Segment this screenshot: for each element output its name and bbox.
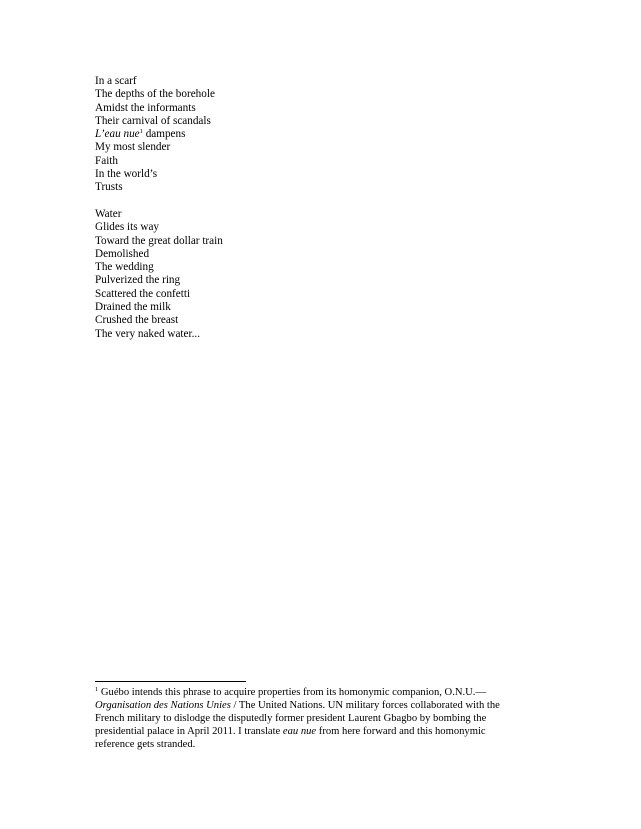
footnote-reference: 1 [139,128,143,136]
footnote [95,686,547,751]
poem-line: Pulverized the ring [95,274,181,287]
poem-line: My most slender [95,141,171,154]
poem-stanza-1 [95,75,215,195]
poem-line: Their carnival of scandals [95,114,211,127]
poem-stanza-2 [95,208,223,341]
footnote-line: reference gets stranded. [95,739,196,751]
poem-line [95,128,215,141]
poem-line: Toward the great dollar train [95,234,223,247]
poem-line-italic-phrase: L’eau nue [95,128,140,141]
poem-line: Water [95,208,122,220]
footnote-separator [95,681,246,682]
poem-line: The very naked water... [95,327,200,340]
footnote-line [95,725,547,738]
poem-line: In a scarf [95,75,137,87]
footnote-text: from here forward and this homonymic [316,726,486,738]
poem-line: Drained the milk [95,301,171,314]
poem-line: The depths of the borehole [95,88,215,101]
poem-line: Demolished [95,247,150,260]
poem-line: Scattered the confetti [95,287,191,300]
poem-line-rest: dampens [142,128,186,141]
poem-line: In the world’s [95,168,158,181]
poem-line: Crushed the breast [95,314,179,327]
footnote-text: Guébo intends this phrase to acquire properties from its homonymic companion, O.N.U.— [100,687,487,698]
poem-line: Glides its way [95,221,160,234]
footnote-italic-text: Organisation des Nations Unies [95,700,231,712]
footnote-marker: 1 [95,686,99,693]
poem-line: Amidst the informants [95,101,196,114]
footnote-line [95,699,547,712]
footnote-text: / The United Nations. UN military forces collaborated with the [230,700,500,712]
footnote-line [95,686,547,699]
poem-line: The wedding [95,261,154,274]
poem-line: Faith [95,154,118,167]
poem-line: Trusts [95,181,123,194]
footnote-text: presidential palace in April 2011. I translate [95,726,283,738]
footnote-italic-text: eau nue [282,726,317,738]
footnote-line: French military to dislodge the disputedly former president Laurent Gbagbo by bombing the [95,713,487,725]
